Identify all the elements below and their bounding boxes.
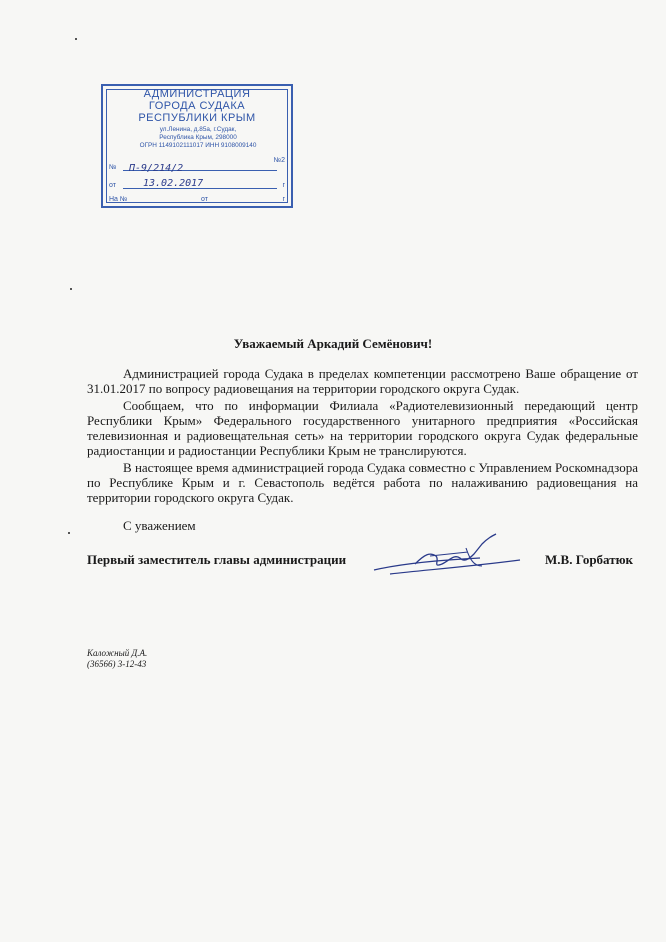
stamp-ref-row [109,192,285,204]
stamp-date-label: от [109,182,116,189]
paragraph-1-text: Администрацией города Судака в пределах компетенции рассмотрено Ваше обращение от 31.01.2017 по вопросу радиовещания на территории городского округа Судак. [87,366,638,396]
stamp-number-suffix: №2 [273,157,285,164]
paragraph-2-text: Сообщаем, что по информации Филиала «Радиотелевизионный передающий центр Республики Крым» Федерального государственного унитарного предприятия «Российская телевизионная и радиовещательная сеть» на территории городского округа Судак федеральные радиостанции и радиостанции Республики Крым не транслируются. [87,398,638,458]
stamp-address [109,126,287,150]
stamp-ref-label: На № [109,196,128,203]
stamp-address-line3: ОГРН 1149102111017 ИНН 9108009140 [139,142,257,149]
stamp-org-line1: АДМИНИСТРАЦИЯ [143,88,251,100]
stamp-date-value: 13.02.2017 [143,178,204,189]
paragraph-3-text: В настоящее время администрацией города Судака совместно с Управлением Роскомнадзора по Республике Крым и г. Севастополь ведётся работа по налаживанию радиовещания на территории городского округа Судак. [87,460,638,505]
stamp-ref-line [131,202,207,203]
handwritten-signature [370,530,535,585]
executor-name: Каложный Д.А. [87,648,148,658]
paragraph-1 [87,366,638,396]
signer-name: М.В. Горбатюк [545,552,634,567]
executor-phone: (36566) 3-12-43 [87,659,147,669]
registration-stamp [101,84,293,208]
paragraph-2 [87,398,638,458]
scan-speck [68,532,70,534]
stamp-number-label: № [109,164,117,171]
stamp-address-line1: ул.Ленина, д.85а, г.Судак, [159,126,237,133]
scan-speck [70,288,72,290]
stamp-address-line2: Республика Крым, 298000 [159,134,237,141]
closing: С уважением [123,518,196,533]
stamp-date-suffix: г [282,182,285,189]
stamp-ref-suffix: г [282,196,285,203]
greeting: Уважаемый Аркадий Семёнович! [233,336,433,351]
stamp-ref-from-label: от [201,196,208,203]
paragraph-3 [87,460,638,505]
executor-info [87,648,147,670]
scan-speck [75,38,77,40]
stamp-number-value: П-9/214/2 [129,163,184,174]
stamp-org-line2: ГОРОДА СУДАКА [148,100,246,112]
signer-position: Первый заместитель главы администрации [87,552,347,567]
stamp-org-line3: РЕСПУБЛИКИ КРЫМ [138,112,256,124]
stamp-organization [103,88,291,124]
stamp-ref-date-line [213,202,277,203]
